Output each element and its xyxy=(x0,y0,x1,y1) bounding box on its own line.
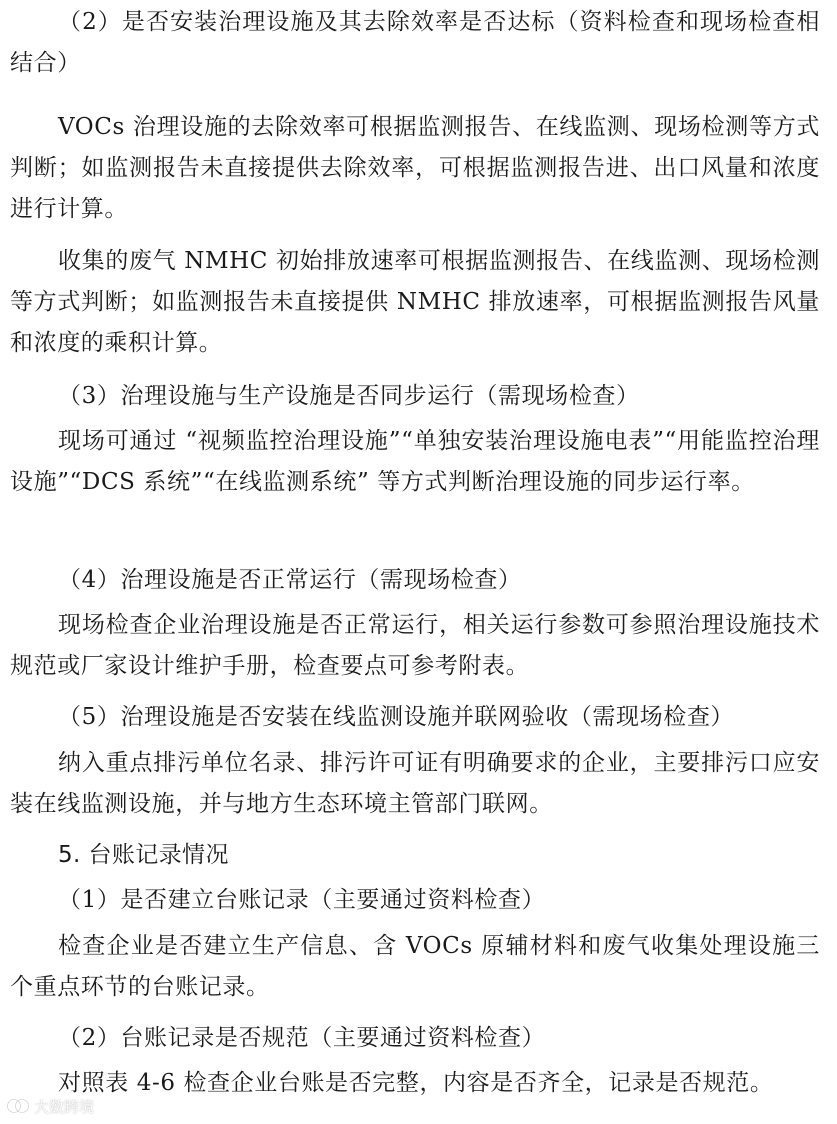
watermark-text: 大数跨境 xyxy=(34,1097,95,1116)
paragraph-online-monitoring-method: 纳入重点排污单位名录、排污许可证有明确要求的企业，主要排污口应安装在线监测设施，并与地方生态环境主管部门联网。 xyxy=(10,750,820,817)
paragraph-nmhc-rate: 收集的废气 NMHC 初始排放速率可根据监测报告、在线监测、现场检测等方式判断；如监测报告未直接提供 NMHC 排放速率，可根据监测报告风量和浓度的乘积计算。 xyxy=(10,248,820,356)
paragraph-sync-operation-method: 现场可通过 “视频监控治理设施”“单独安装治理设施电表”“用能监控治理设施”“DCS 系统”“在线监测系统” 等方式判断治理设施的同步运行率。 xyxy=(10,428,820,495)
paragraph-normal-operation-heading: （4）治理设施是否正常运行（需现场检查） xyxy=(58,567,522,593)
paragraph-ledger-established-heading: （1）是否建立台账记录（主要通过资料检查） xyxy=(58,887,546,913)
paragraph-ledger-standard-method: 对照表 4-6 检查企业台账是否完整，内容是否齐全，记录是否规范。 xyxy=(58,1070,774,1096)
paragraph-ledger-standard-heading: （2）台账记录是否规范（主要通过资料检查） xyxy=(58,1025,546,1051)
paragraph-sync-operation-heading: （3）治理设施与生产设施是否同步运行（需现场检查） xyxy=(58,383,640,409)
paragraph-ledger-established-method: 检查企业是否建立生产信息、含 VOCs 原辅材料和废气收集处理设施三个重点环节的台账记录。 xyxy=(10,933,820,1000)
paragraph-normal-operation-method: 现场检查企业治理设施是否正常运行，相关运行参数可参照治理设施技术规范或厂家设计维护手册，检查要点可参考附表。 xyxy=(10,612,820,679)
paragraph-online-monitoring-heading: （5）治理设施是否安装在线监测设施并联网验收（需现场检查） xyxy=(58,704,735,730)
section-heading-ledger: 5. 台账记录情况 xyxy=(58,842,229,868)
paragraph-removal-efficiency-method: VOCs 治理设施的去除效率可根据监测报告、在线监测、现场检测等方式判断；如监测报告未直接提供去除效率，可根据监测报告进、出口风量和浓度进行计算。 xyxy=(10,114,820,222)
brand-logo-icon xyxy=(6,1096,30,1116)
watermark xyxy=(6,1093,94,1119)
paragraph-removal-efficiency-heading: （2）是否安装治理设施及其去除效率是否达标（资料检查和现场检查相结合） xyxy=(10,9,820,76)
